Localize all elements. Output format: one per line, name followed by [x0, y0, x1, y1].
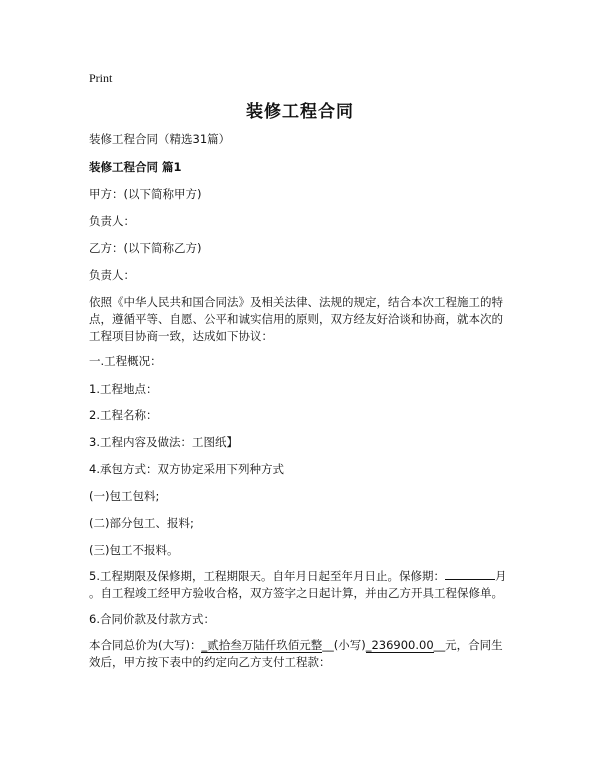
period-text: 5.工程期限及保修期，工程期限天。自年月日起至年月日止。保修期：	[89, 569, 445, 583]
price-amount-words: _贰拾叁万陆仟玖佰元整	[201, 638, 323, 652]
section-heading: 装修工程合同 篇1	[89, 160, 182, 174]
intro-paragraph	[89, 294, 517, 345]
price-paragraph	[89, 637, 517, 671]
option-labor-only: (三)包工不报料。	[89, 543, 179, 557]
item-payment: 6.合同价款及付款方式：	[89, 612, 215, 626]
price-amount-number: _236900.00	[365, 638, 434, 652]
print-label: Print	[89, 71, 113, 85]
price-suffix: 元，合同生	[445, 638, 503, 652]
period-line: 。自工程竣工经甲方验收合格，双方签字之日起计算，并由乙方开具工程保修单。	[89, 586, 503, 600]
party-b-rep-line: 负责人：	[89, 268, 135, 282]
warranty-months-blank	[445, 579, 495, 580]
party-b-line: 乙方：(以下简称乙方)	[89, 241, 202, 255]
document-title: 装修工程合同	[246, 102, 354, 122]
item-content: 3.工程内容及做法：工图纸】	[89, 435, 238, 449]
item-location: 1.工程地点：	[89, 382, 158, 396]
price-prefix: 本合同总价为(大写)：	[89, 638, 202, 652]
price-line: 本合同总价为(大写)：_贰拾叁万陆仟玖佰元整__(小写)_236900.00__元，合同生	[89, 638, 503, 652]
item-name: 2.工程名称：	[89, 408, 158, 422]
document-subtitle: 装修工程合同（精选31篇）	[89, 132, 231, 146]
price-line: 效后，甲方按下表中的约定向乙方支付工程款：	[89, 655, 331, 669]
intro-line: 点，遵循平等、自愿、公平和诚实信用的原则，双方经友好洽谈和协商，就本次的	[89, 312, 503, 326]
item-period-paragraph	[89, 568, 517, 602]
intro-line: 依照《中华人民共和国合同法》及相关法律、法规的规定，结合本次工程施工的特	[89, 295, 503, 309]
price-middle: (小写)	[333, 638, 366, 652]
period-line	[89, 568, 517, 585]
item-contract-mode: 4.承包方式：双方协定采用下列种方式	[89, 462, 284, 476]
period-months-unit: 月	[494, 569, 507, 583]
option-partial-contract: (二)部分包工、报料;	[89, 516, 194, 530]
option-full-contract: (一)包工包料;	[89, 489, 160, 503]
party-a-line: 甲方：(以下简称甲方)	[89, 187, 202, 201]
section-overview: 一.工程概况：	[89, 354, 162, 368]
party-a-rep-line: 负责人：	[89, 214, 135, 228]
intro-line: 工程项目协商一致，达成如下协议：	[89, 329, 273, 343]
